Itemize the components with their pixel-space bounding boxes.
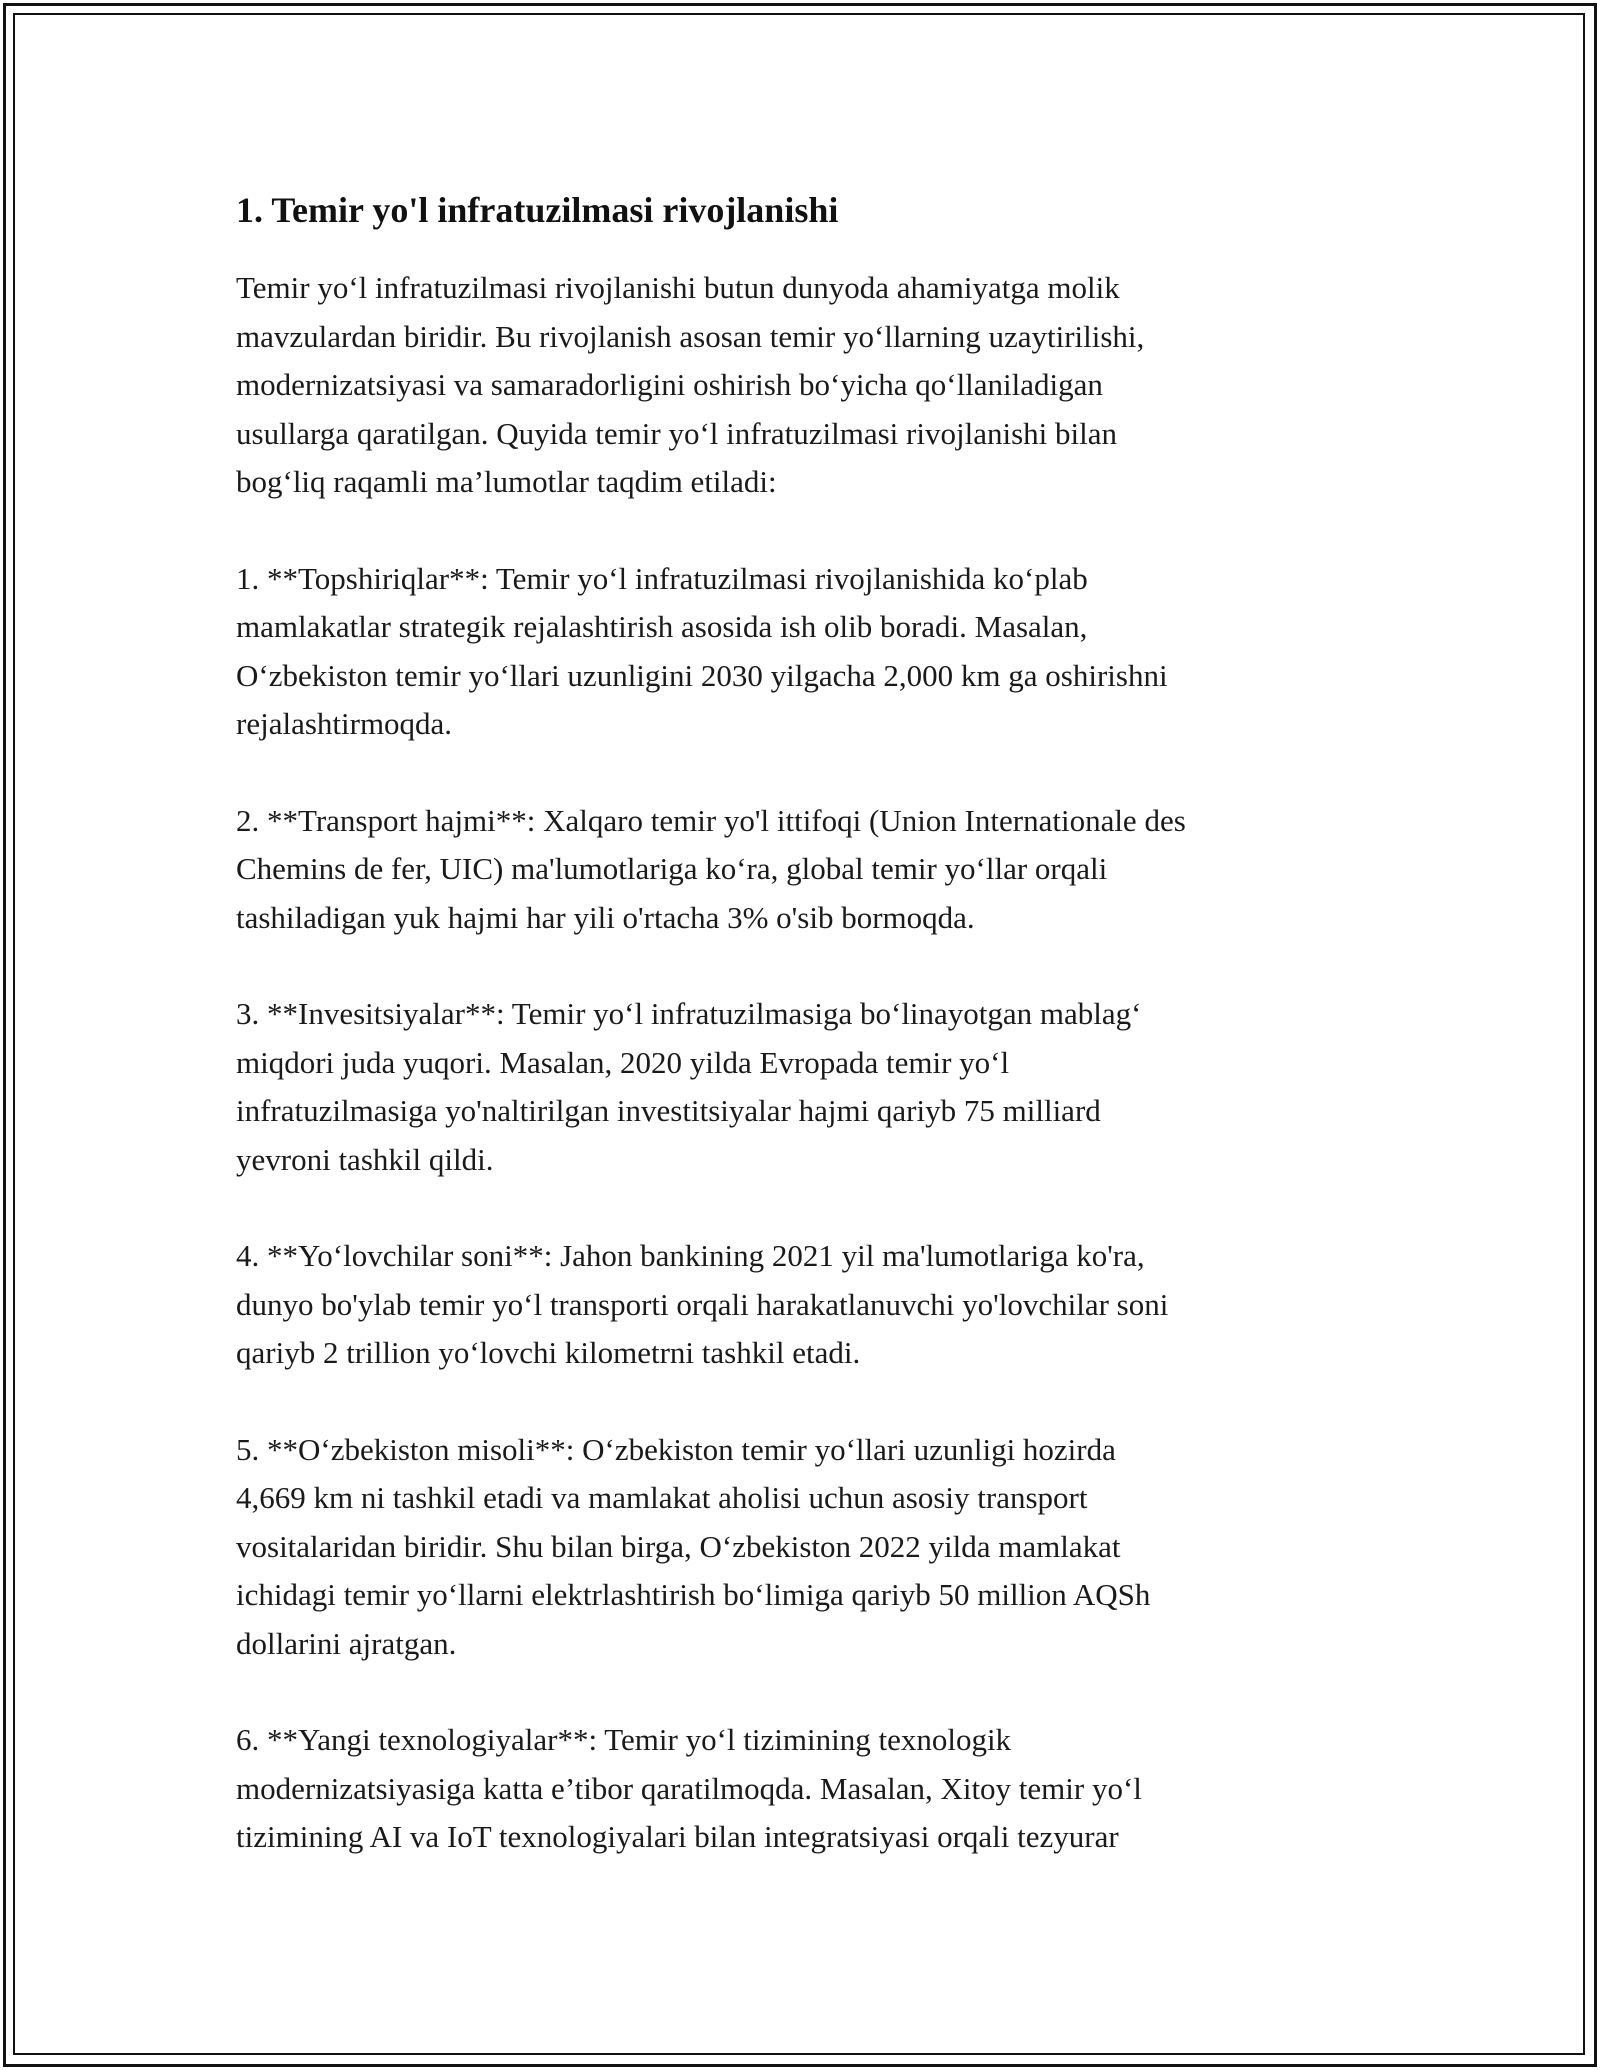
list-item-yolovchilar-soni: 4. **Yo‘lovchilar soni**: Jahon bankining 2021 yil ma'lumotlariga ko'ra, dunyo bo'ylab temir yo‘l transporti orqali harakatlanuvchi yo'lovchilar soni qariyb 2 trillion yo‘lovchi kilometrni tashkil etadi. (236, 1238, 1169, 1370)
document-body (236, 186, 1366, 1910)
section-heading: 1. Temir yo'l infratuzilmasi rivojlanishi (236, 190, 839, 230)
list-item-transport-hajmi: 2. **Transport hajmi**: Xalqaro temir yo'l ittifoqi (Union Internationale des Chemins de fer, UIC) ma'lumotlariga ko‘ra, global temir yo‘llar orqali tashiladigan yuk hajmi har yili o'rtacha 3% o'sib bormoqda. (236, 802, 1186, 935)
list-item-ozbekiston-misoli: 5. **O‘zbekiston misoli**: O‘zbekiston temir yo‘llari uzunligi hozirda 4,669 km ni tashkil etadi va mamlakat aholisi uchun asosiy transport vositalaridan biridir. Shu bilan birga, O‘zbekiston 2022 yilda mamlakat ichidagi temir yo‘llarni elektrlashtirish bo‘limiga qariyb 50 million AQSh dollarini ajratgan. (236, 1431, 1151, 1661)
list-item-yangi-texnologiyalar: 6. **Yangi texnologiyalar**: Temir yo‘l tizimining texnologik modernizatsiyasiga katta e’tibor qaratilmoqda. Masalan, Xitoy temir yo‘l tizimining AI va IoT texnologiyalari bilan integratsiyasi orqali tezyurar (236, 1722, 1142, 1854)
intro-paragraph: Temir yo‘l infratuzilmasi rivojlanishi butun dunyoda ahamiyatga molik mavzulardan biridir. Bu rivojlanish asosan temir yo‘llarning uzaytirilishi, modernizatsiyasi va samaradorligini oshirish bo‘yicha qo‘llaniladigan usullarga qaratilgan. Quyida temir yo‘l infratuzilmasi rivojlanishi bilan bog‘liq raqamli ma’lumotlar taqdim etiladi: (236, 270, 1145, 499)
list-item-topshiriqlar: 1. **Topshiriqlar**: Temir yo‘l infratuzilmasi rivojlanishida ko‘plab mamlakatlar strategik rejalashtirish asosida ish olib boradi. Masalan, O‘zbekiston temir yo‘llari uzunligini 2030 yilgacha 2,000 km ga oshirishni rejalashtirmoqda. (236, 560, 1168, 741)
list-item-invesitsiyalar: 3. **Invesitsiyalar**: Temir yo‘l infratuzilmasiga bo‘linayotgan mablag‘ miqdori juda yuqori. Masalan, 2020 yilda Evropada temir yo‘l infratuzilmasiga yo'naltirilgan investitsiyalar hajmi qariyb 75 milliard yevroni tashkil qildi. (236, 996, 1142, 1177)
